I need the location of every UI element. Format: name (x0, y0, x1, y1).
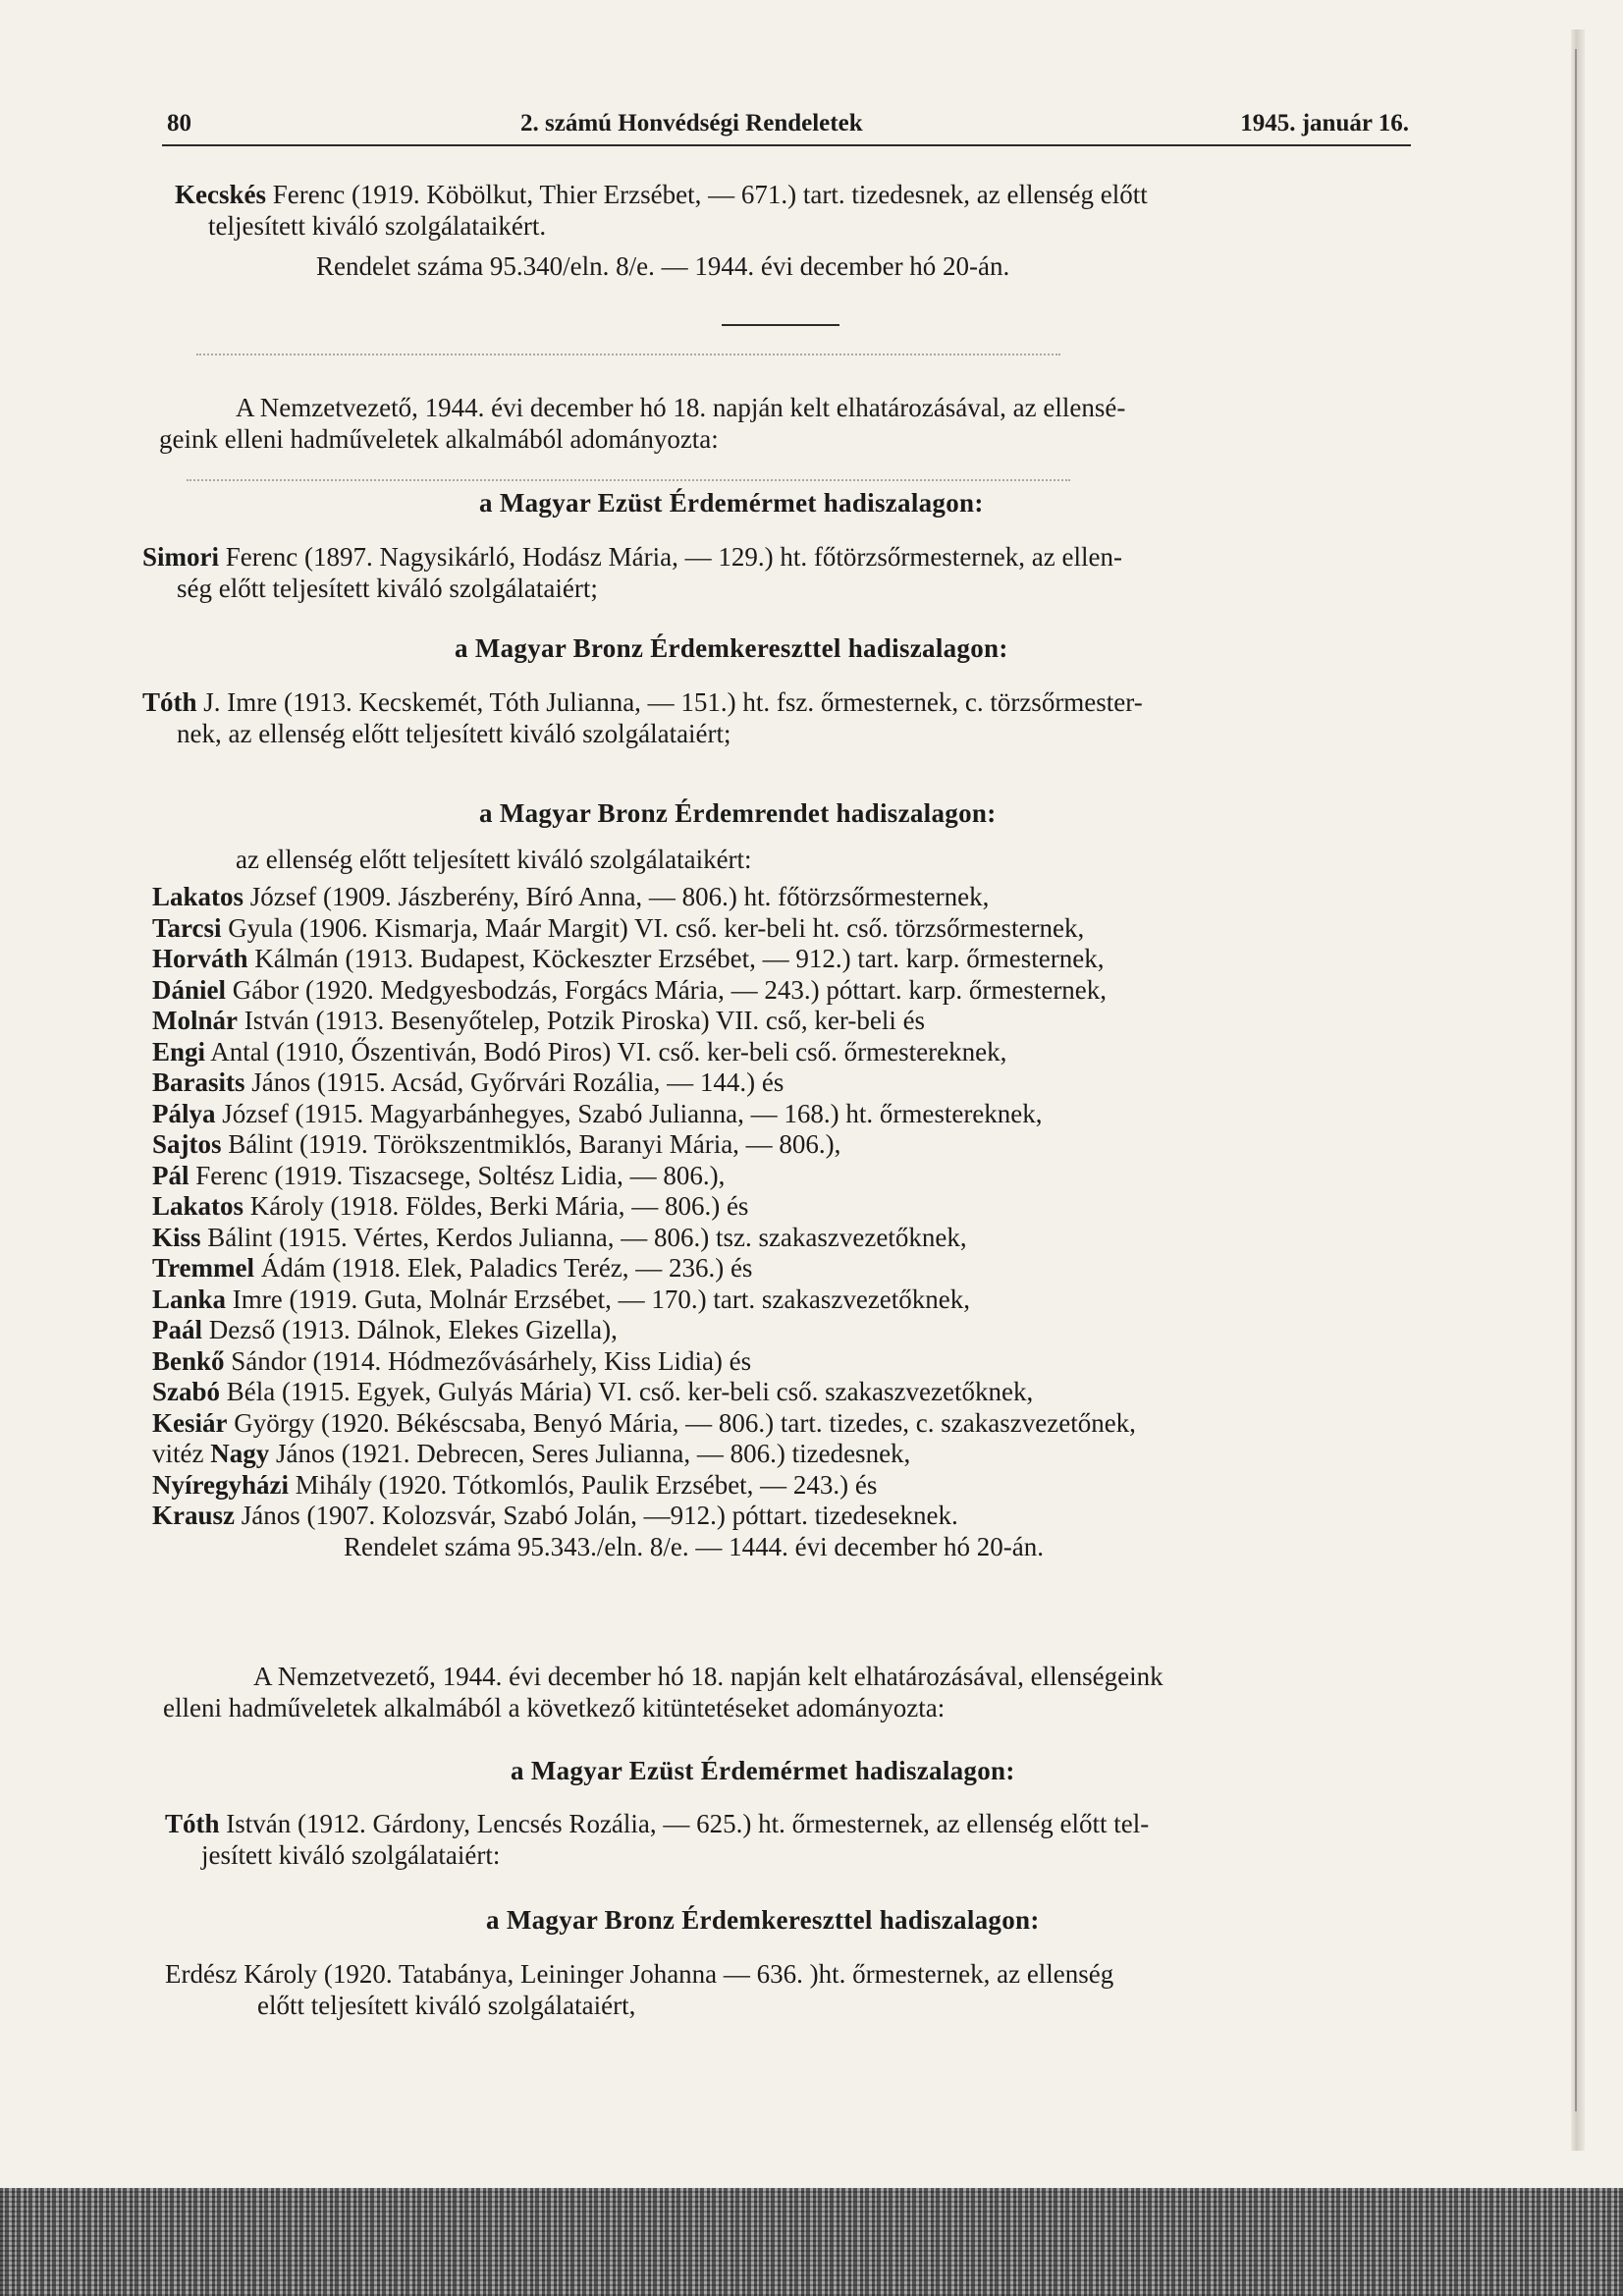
block1-line2: teljesített kiváló szolgálataikért. (208, 211, 547, 241)
heading-bronze-cross-2: a Magyar Bronz Érdemkereszttel hadiszalagon: (486, 1905, 1040, 1935)
list-item (152, 1099, 1136, 1130)
simori-line2: ség előtt teljesített kiváló szolgálataiért; (177, 574, 598, 603)
recipient-name: Kesiár (152, 1407, 228, 1438)
list-item (152, 882, 1136, 913)
recipient-name: Engi (152, 1036, 206, 1066)
list-item (152, 1377, 1136, 1408)
block1-line1 (175, 180, 1148, 209)
scan-dotted-mark (187, 479, 1070, 483)
list-item (152, 1346, 1136, 1378)
recipients-list (152, 882, 1136, 1532)
running-header (167, 110, 1409, 145)
recipient-name: Simori (142, 542, 219, 572)
list-item (152, 1006, 1136, 1037)
simori-line1 (142, 542, 1122, 572)
block1-decree: Rendelet száma 95.340/eln. 8/e. — 1944. évi december hó 20-án. (316, 251, 1010, 281)
page-edge-shadow (1571, 29, 1585, 2151)
heading-silver-medal: a Magyar Ezüst Érdemérmet hadiszalagon: (479, 488, 984, 518)
toth-istvan-line1 (165, 1809, 1149, 1838)
heading-bronze-cross: a Magyar Bronz Érdemkereszttel hadiszalagon: (455, 633, 1008, 663)
list-item (152, 1037, 1136, 1068)
recipient-name: Pál (152, 1160, 189, 1190)
recipient-details: János (1915. Acsád, Győrvári Rozália, — 144.) és (244, 1067, 784, 1097)
recipient-name: Lanka (152, 1284, 227, 1314)
list-item (152, 1161, 1136, 1192)
recipient-details: Dezső (1913. Dálnok, Elekes Gizella), (202, 1315, 618, 1344)
recipient-details: Ferenc (1919. Tiszacsege, Soltész Lidia, — 806.), (189, 1160, 726, 1190)
recipient-prefix: vitéz (152, 1439, 211, 1468)
scan-dotted-mark (196, 354, 1060, 357)
recipient-name: Nyíregyházi (152, 1469, 289, 1500)
heading-bronze-order: a Magyar Bronz Érdemrendet hadiszalagon: (479, 798, 997, 828)
recipient-name: Nagy (210, 1439, 270, 1468)
list-intro: az ellenség előtt teljesített kiváló szolgálataikért: (236, 845, 752, 874)
recipient-details: J. Imre (1913. Kecskemét, Tóth Julianna, — 151.) ht. fsz. őrmesternek, c. törzsőrmester- (196, 687, 1143, 717)
recipient-details: Bálint (1919. Törökszentmiklós, Baranyi Mária, — 806.), (221, 1129, 841, 1159)
recipient-name: Lakatos (152, 1191, 244, 1221)
issue-date: 1945. január 16. (1240, 110, 1409, 137)
list-item (152, 1501, 1136, 1532)
toth-istvan-line2: jesített kiváló szolgálataiért: (201, 1840, 501, 1870)
list-item (152, 1191, 1136, 1223)
recipient-details: János (1921. Debrecen, Seres Julianna, — 806.) tizedesnek, (269, 1439, 911, 1468)
recipient-details: Ferenc (1919. Köbölkut, Thier Erzsébet, — 671.) tart. tizedesnek, az ellenség előtt (265, 180, 1148, 209)
scan-noise-band (0, 2188, 1623, 2296)
recipient-name: Pálya (152, 1098, 216, 1128)
recipient-name: Tóth (142, 687, 197, 717)
erdesz-line2: előtt teljesített kiváló szolgálataiért, (257, 1991, 636, 2020)
block3-intro-line1: A Nemzetvezető, 1944. évi december hó 18. napján kelt elhatározásával, ellenségeink (253, 1662, 1163, 1691)
list-item (152, 975, 1136, 1007)
page-number: 80 (167, 110, 191, 137)
recipient-name: Szabó (152, 1377, 221, 1406)
list-item (152, 1067, 1136, 1099)
recipient-name: Kiss (152, 1222, 201, 1252)
recipient-details: Imre (1919. Guta, Molnár Erzsébet, — 170.) tart. szakaszvezetőknek, (226, 1284, 971, 1314)
list-item (152, 1223, 1136, 1254)
recipient-details: Kálmán (1913. Budapest, Köckeszter Erzsébet, — 912.) tart. karp. őrmesternek, (247, 944, 1105, 973)
recipient-details: Ádám (1918. Elek, Paladics Teréz, — 236.) és (253, 1253, 753, 1283)
recipient-details: István (1913. Besenyőtelep, Potzik Piroska) VII. cső, ker-beli és (238, 1006, 926, 1035)
recipient-name: Sajtos (152, 1129, 222, 1159)
recipient-details: János (1907. Kolozsvár, Szabó Jolán, —912.) póttart. tizedeseknek. (235, 1501, 958, 1530)
recipient-details: Ferenc (1897. Nagysikárló, Hodász Mária, — 129.) ht. főtörzsőrmesternek, az ellen- (219, 542, 1122, 572)
page-edge-line (1575, 49, 1577, 2111)
list-item (152, 1253, 1136, 1285)
list-item (152, 1470, 1136, 1502)
recipient-details: Béla (1915. Egyek, Gulyás Mária) VI. cső. ker-beli cső. szakaszvezetőknek, (220, 1377, 1034, 1406)
list-item (152, 1285, 1136, 1316)
recipient-name: Horváth (152, 944, 248, 973)
recipient-name: Tóth (165, 1809, 220, 1838)
header-rule (162, 144, 1411, 146)
list-item (152, 913, 1136, 945)
recipient-name: Barasits (152, 1067, 245, 1097)
list-item (152, 1408, 1136, 1440)
recipient-details: Antal (1910, Őszentiván, Bodó Piros) VI. cső. ker-beli cső. őrmestereknek, (205, 1036, 1007, 1066)
block2-decree: Rendelet száma 95.343./eln. 8/e. — 1444. évi december hó 20-án. (344, 1532, 1045, 1561)
recipient-details: Gábor (1920. Medgyesbodzás, Forgács Mária, — 243.) póttart. karp. őrmesternek, (226, 974, 1108, 1005)
block2-intro-line2: geink elleni hadműveletek alkalmából adományozta: (159, 424, 719, 454)
recipient-name: Krausz (152, 1501, 235, 1530)
section-divider (722, 324, 839, 326)
recipient-name: Lakatos (152, 882, 244, 911)
recipient-name: Kecskés (175, 180, 266, 209)
recipient-name: Paál (152, 1315, 202, 1344)
heading-silver-medal-2: a Magyar Ezüst Érdemérmet hadiszalagon: (511, 1756, 1015, 1785)
recipient-details: Sándor (1914. Hódmezővásárhely, Kiss Lidia) és (224, 1345, 752, 1376)
recipient-name: Benkő (152, 1345, 225, 1376)
block3-intro-line2: elleni hadműveletek alkalmából a következő kitüntetéseket adományozta: (163, 1693, 946, 1722)
list-item (152, 1439, 1136, 1470)
publication-title: 2. számú Honvédségi Rendeletek (520, 110, 863, 137)
erdesz-line1: Erdész Károly (1920. Tatabánya, Leininger Johanna — 636. )ht. őrmesternek, az ellenség (165, 1959, 1114, 1989)
block2-intro-line1: A Nemzetvezető, 1944. évi december hó 18. napján kelt elhatározásával, az ellensé- (236, 393, 1126, 422)
recipient-details: József (1909. Jászberény, Bíró Anna, — 806.) ht. főtörzsőrmesternek, (243, 882, 990, 911)
recipient-name: Molnár (152, 1006, 238, 1035)
recipient-details: Bálint (1915. Vértes, Kerdos Julianna, — 806.) tsz. szakaszvezetőknek, (200, 1222, 967, 1252)
recipient-details: István (1912. Gárdony, Lencsés Rozália, — 625.) ht. őrmesternek, az ellenség előtt tel- (219, 1809, 1150, 1838)
recipient-details: József (1915. Magyarbánhegyes, Szabó Julianna, — 168.) ht. őrmestereknek, (215, 1098, 1043, 1128)
recipient-details: György (1920. Békéscsaba, Benyó Mária, — 806.) tart. tizedes, c. szakaszvezetőnek, (227, 1407, 1136, 1438)
recipient-name: Dániel (152, 974, 227, 1005)
toth-imre-line1 (142, 687, 1143, 717)
recipient-details: Gyula (1906. Kismarja, Maár Margit) VI. cső. ker-beli ht. cső. törzsőrmesternek, (221, 912, 1085, 943)
recipient-details: Mihály (1920. Tótkomlós, Paulik Erzsébet, — 243.) és (288, 1469, 878, 1500)
list-item (152, 944, 1136, 975)
toth-imre-line2: nek, az ellenség előtt teljesített kiváló szolgálataiért; (177, 719, 731, 748)
list-item (152, 1315, 1136, 1346)
list-item (152, 1129, 1136, 1161)
recipient-name: Tremmel (152, 1253, 254, 1283)
recipient-name: Tarcsi (152, 912, 222, 943)
recipient-details: Károly (1918. Földes, Berki Mária, — 806.) és (243, 1191, 749, 1221)
